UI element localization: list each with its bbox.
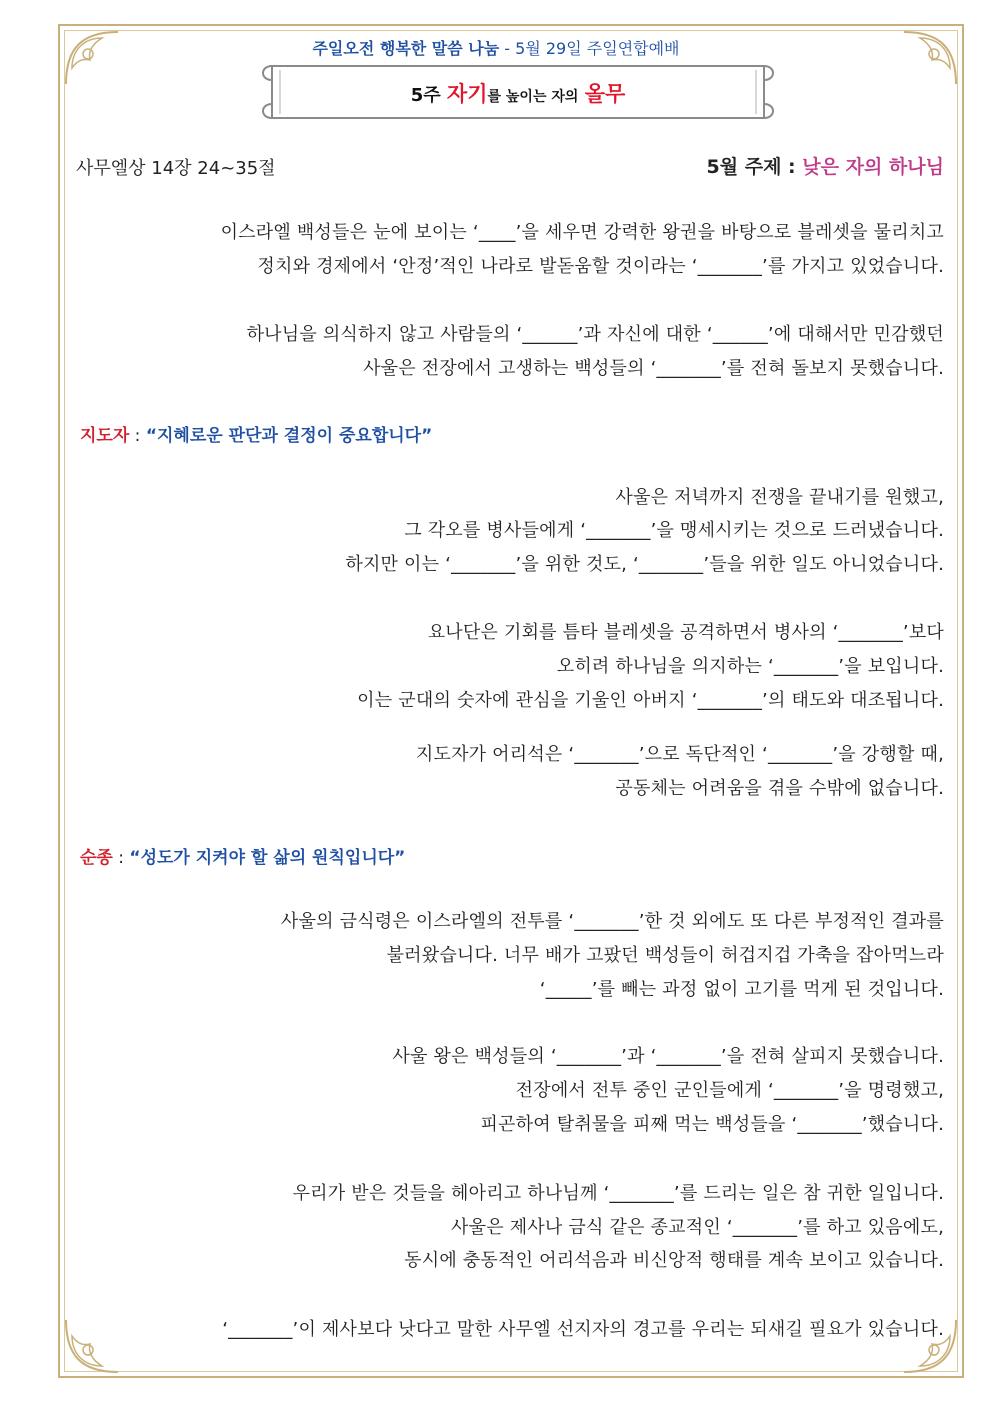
leader-line-2: 그 각오를 병사들에게 ‘_______’을 맹세시키는 것으로 드러냈습니다. — [404, 520, 944, 541]
obedience-line-9: 동시에 충동적인 어리석음과 비신앙적 행태를 계속 보이고 있습니다. — [404, 1250, 944, 1271]
leader-line-8: 공동체는 어려움을 겪을 수밖에 없습니다. — [615, 778, 944, 799]
header-line — [0, 36, 992, 59]
section-obedience-heading — [80, 843, 405, 868]
section-leader-colon: : — [129, 426, 146, 446]
obedience-line-8: 사울은 제사나 금식 같은 종교적인 ‘_______’를 하고 있음에도, — [451, 1217, 944, 1238]
section-obedience-colon: : — [112, 848, 130, 868]
monthly-theme — [707, 152, 944, 179]
section-leader-heading — [80, 421, 432, 446]
section-obedience-label: 순종 — [80, 848, 113, 868]
section-obedience-quote: “성도가 지켜야 할 삶의 원칙입니다” — [129, 848, 406, 868]
leader-line-4: 요나단은 기회를 틈타 블레셋을 공격하면서 병사의 ‘_______’보다 — [427, 622, 944, 643]
obedience-line-1: 사울의 금식령은 이스라엘의 전투를 ‘_______’한 것 외에도 또 다른 부정적인 결과를 — [280, 911, 944, 932]
section-leader-quote: “지혜로운 판단과 결정이 중요합니다” — [145, 426, 433, 446]
obedience-line-6: 피곤하여 탈취물을 피째 먹는 백성들을 ‘_______’했습니다. — [480, 1114, 944, 1135]
section-leader-label: 지도자 — [80, 426, 130, 446]
intro-line-1: 이스라엘 백성들은 눈에 보이는 ‘____’을 세우면 강력한 왕권을 바탕으로 블레셋을 물리치고 — [220, 222, 944, 243]
leader-line-6: 이는 군대의 숫자에 관심을 기울인 아버지 ‘_______’의 태도와 대조됩니다. — [357, 690, 944, 711]
theme-value: 낮은 자의 하나님 — [802, 156, 944, 178]
leader-line-5: 오히려 하나님을 의지하는 ‘_______’을 보입니다. — [556, 656, 944, 677]
obedience-line-5: 전장에서 전투 중인 군인들에게 ‘_______’을 명령했고, — [515, 1080, 944, 1101]
banner-title — [258, 78, 778, 108]
banner-duty: 올무 — [584, 82, 626, 106]
intro-line-2: 정치와 경제에서 ‘안정’적인 나라로 발돋움할 것이라는 ‘_______’를 가지고 있었습니다. — [257, 256, 944, 277]
obedience-line-3: ‘_____’를 빼는 과정 없이 고기를 먹게 된 것입니다. — [539, 979, 944, 1000]
obedience-line-7: 우리가 받은 것들을 헤아리고 하나님께 ‘_______’를 드리는 일은 참 귀한 일입니다. — [292, 1183, 944, 1204]
intro-line-4: 사울은 전장에서 고생하는 백성들의 ‘_______’를 전혀 돌보지 못했습니다. — [363, 358, 944, 379]
scripture-reference: 사무엘상 14장 24~35절 — [76, 158, 276, 179]
header-title: 주일오전 행복한 말씀 나눔 — [312, 39, 500, 58]
banner-week: 5주 — [410, 85, 441, 106]
leader-line-7: 지도자가 어리석은 ‘_______’으로 독단적인 ‘_______’을 강행할 때, — [415, 744, 944, 765]
leader-line-1: 사울은 저녁까지 전쟁을 끝내기를 원했고, — [615, 487, 944, 508]
header-separator: - — [499, 39, 516, 58]
obedience-line-10: ‘_______’이 제사보다 낫다고 말한 사무엘 선지자의 경고를 우리는 되새길 필요가 있습니다. — [222, 1319, 944, 1340]
obedience-line-4: 사울 왕은 백성들의 ‘_______’과 ‘_______’을 전혀 살피지 못했습니다. — [392, 1046, 944, 1067]
theme-label: 5월 주제 : — [706, 156, 803, 178]
banner-mid: 를 높이는 자의 — [487, 89, 579, 105]
corner-ornament-bottom-left-icon — [62, 1316, 122, 1376]
leader-line-3: 하지만 이는 ‘_______’을 위한 것도, ‘_______’들을 위한 일도 아니었습니다. — [345, 554, 944, 575]
obedience-line-2: 불러왔습니다. 너무 배가 고팠던 백성들이 허겁지겁 가축을 잡아먹느라 — [386, 945, 944, 966]
intro-line-3: 하나님을 의식하지 않고 사람들의 ‘______’과 자신에 대한 ‘______’에 대해서만 민감했던 — [246, 324, 944, 345]
header-date: 5월 29일 주일연합예배 — [515, 39, 680, 58]
banner-keyword: 자기 — [446, 82, 488, 106]
